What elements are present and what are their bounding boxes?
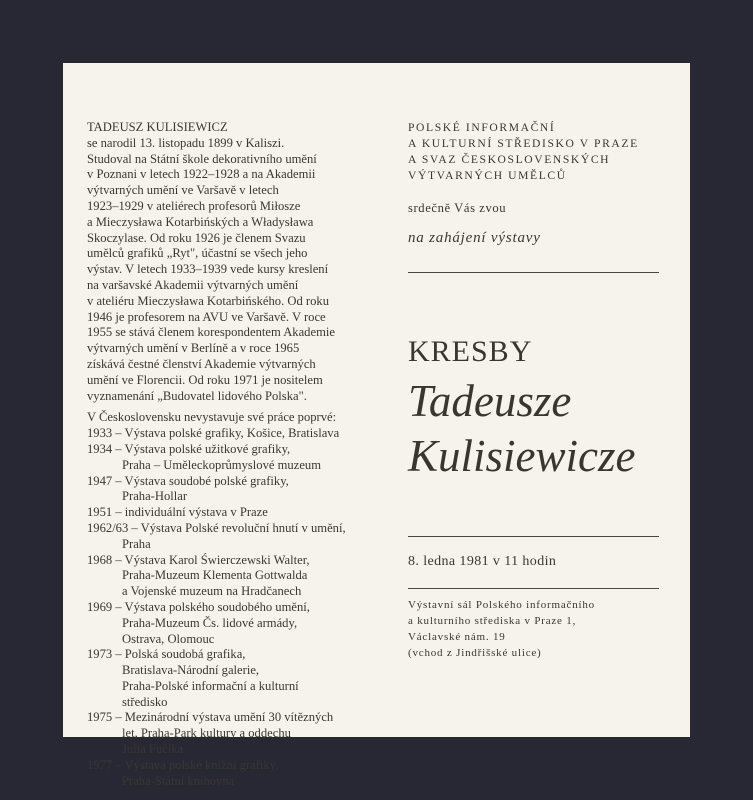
exhibition-line: Praha	[122, 536, 151, 551]
divider	[408, 588, 659, 589]
bio-line: a Mieczysława Kotarbińských a Władysława	[87, 214, 314, 229]
bio-text	[87, 136, 387, 405]
bio-line: v ateliéru Mieczysława Kotarbińského. Od roku	[87, 293, 330, 308]
exhibition-line: 1977 – Výstava polské knižní grafiky,	[87, 757, 279, 772]
exhibition-entry	[87, 442, 387, 474]
bio-heading: TADEUSZ KULISIEWICZ	[87, 120, 228, 134]
bio-line: se narodil 13. listopadu 1899 v Kaliszi.	[87, 135, 285, 150]
exhibition-list	[87, 426, 387, 789]
invite-text: srdečně Vás zvou	[408, 201, 507, 215]
exhibition-line: 1973 – Polská soudobá grafika,	[87, 647, 246, 662]
exhibition-entry	[87, 647, 387, 710]
address-line: (vchod z Jindřišské ulice)	[408, 647, 542, 659]
bio-line: výtvarných umění ve Varšavě v letech	[87, 183, 279, 198]
exhibition-line: 1975 – Mezinárodní výstava umění 30 vítězných	[87, 710, 334, 725]
bio-line: na varšavské Akademii výtvarných umění	[87, 277, 299, 292]
exhibition-entry	[87, 521, 387, 553]
exhibition-entry	[87, 600, 387, 647]
exhibition-line: Julia Fučíka	[122, 742, 184, 757]
exhibition-line: 1962/63 – Výstava Polské revoluční hnutí v umění,	[87, 520, 346, 535]
organizer-line: A KULTURNÍ STŘEDISKO V PRAZE	[408, 137, 639, 150]
opening-date: 8. ledna 1981 v 11 hodin	[408, 554, 557, 569]
exhibition-line: let, Praha-Park kultury a oddechu	[122, 726, 291, 741]
bio-line: 1946 je profesorem na AVU ve Varšavě. V roce	[87, 309, 326, 324]
exhibition-entry	[87, 426, 387, 442]
bio-line: získává čestné členství Akademie výtvarných	[87, 356, 316, 371]
bio-line: 1955 se stává členem korespondentem Akademie	[87, 325, 335, 340]
bio-line: umělců grafiků „Ryt", účastní se všech jeho	[87, 246, 308, 261]
exhibitions-intro: V Československu nevystavuje své práce poprvé:	[87, 410, 337, 425]
bio-line: Studoval na Státní škole dekorativního umění	[87, 151, 317, 166]
exhibition-line: 1951 – individuální výstava v Praze	[87, 505, 268, 520]
exhibition-line: 1968 – Výstava Karol Świerczewski Walter,	[87, 552, 310, 567]
bio-line: v Poznani v letech 1922–1928 a na Akademii	[87, 167, 316, 182]
exhibition-line: a Vojenské muzeum na Hradčanech	[122, 584, 302, 599]
bio-line: výtvarných umění v Berlíně a v roce 1965	[87, 341, 300, 356]
biography-column	[87, 120, 387, 789]
divider	[408, 536, 659, 537]
bio-line: 1923–1929 v ateliérech profesorů Miłosze	[87, 198, 301, 213]
artist-name-line1: Tadeusze	[408, 376, 572, 426]
exhibition-line: 1969 – Výstava polského soudobého umění,	[87, 599, 310, 614]
exhibition-line: Praha-Muzeum Čs. lidové armády,	[122, 615, 298, 630]
opening-text: na zahájení výstavy	[408, 230, 541, 246]
address-line: a kulturního střediska v Praze 1,	[408, 615, 577, 627]
address-line: Václavské nám. 19	[408, 631, 506, 643]
organizer-line: POLSKÉ INFORMAČNÍ	[408, 121, 556, 134]
exhibition-line: 1934 – Výstava polské užitkové grafiky,	[87, 441, 291, 456]
exhibition-line: Praha-Polské informační a kulturní	[122, 678, 299, 693]
exhibition-line: Praha-Státní knihovna	[122, 773, 235, 788]
exhibition-line: Ostrava, Olomouc	[122, 631, 215, 646]
bio-line: Skoczylase. Od roku 1926 je členem Svazu	[87, 230, 306, 245]
bio-line: umění ve Florencii. Od roku 1971 je nositelem	[87, 372, 323, 387]
exhibition-entry	[87, 758, 387, 790]
invitation-card	[63, 63, 690, 788]
venue-address	[408, 597, 595, 661]
exhibition-entry	[87, 553, 387, 600]
organizers	[408, 120, 639, 184]
exhibition-title: KRESBY	[408, 335, 533, 368]
address-line: Výstavní sál Polského informačního	[408, 599, 595, 611]
exhibition-line: Praha-Muzeum Klementa Gottwalda	[122, 568, 308, 583]
exhibition-line: 1947 – Výstava soudobé polské grafiky,	[87, 473, 289, 488]
organizer-line: VÝTVARNÝCH UMĚLCŮ	[408, 169, 567, 182]
exhibition-line: Praha-Hollar	[122, 489, 188, 504]
divider	[408, 272, 659, 273]
exhibition-entry	[87, 505, 387, 521]
organizer-line: A SVAZ ČESKOSLOVENSKÝCH	[408, 153, 611, 166]
exhibition-line: 1933 – Výstava polské grafiky, Košice, Bratislava	[87, 426, 340, 441]
bio-line: výstav. V letech 1933–1939 vede kursy kreslení	[87, 262, 329, 277]
exhibition-entry	[87, 474, 387, 506]
exhibition-line: středisko	[122, 694, 168, 709]
artist-name-line2: Kulisiewicze	[408, 431, 636, 481]
exhibition-line: Bratislava-Národní galerie,	[122, 663, 260, 678]
exhibition-line: Praha – Uměleckoprůmyslové muzeum	[122, 457, 321, 472]
bio-line: vyznamenání „Budovatel lidového Polska".	[87, 388, 307, 403]
exhibition-entry	[87, 710, 387, 757]
